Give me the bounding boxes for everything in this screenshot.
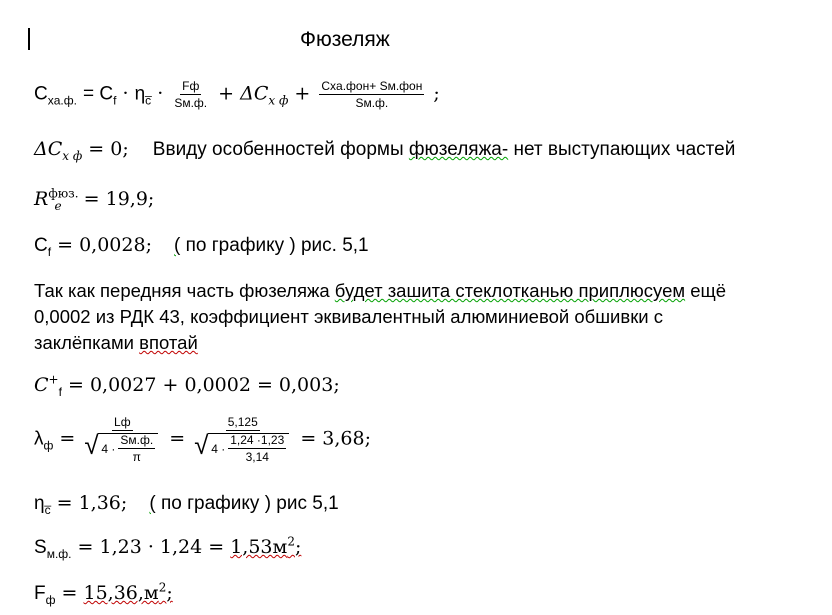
- area-ratio-fraction: $\frac{Fф}{Sм.ф.}$: [174, 79, 208, 110]
- friction-coefficient-line: $C_f = 0,0028$; ( по графику ) рис. 5,1: [34, 234, 369, 259]
- aspect-ratio-fraction-numeric: 5,125 √ 4 · $\frac{1,24 \cdot 1,23}{3,14}$: [194, 416, 291, 463]
- section-title: Фюзеляж: [300, 28, 390, 51]
- delta-cx-line: $\Delta C_{x ф} = 0$; Ввиду особенностей формы фюзеляжа- нет выступающих частей: [34, 138, 736, 163]
- surface-area-line: $F_ф = 15,36,м^2$;: [34, 580, 173, 607]
- eta-line: $\eta_{c̅} = 1,36$; ( по графику ) рис 5,1: [34, 492, 339, 517]
- lamp-coefficient-fraction: $\frac{\text{Cxа.фон+ Sм.фон}}{Sм.ф.}$: [321, 79, 423, 110]
- text-cursor: [28, 28, 30, 50]
- reynolds-number-line: $R^{фюз.}_e = 19,9$;: [34, 186, 155, 213]
- paragraph-line-1: Так как передняя часть фюзеляжа будет зашита стеклотканью приплюсуем ещё: [34, 280, 727, 301]
- graph-reference-note-2: ( по графику ) рис 5,1: [149, 493, 339, 514]
- no-protrusions-note: Ввиду особенностей формы фюзеляжа- нет выступающих частей: [152, 139, 736, 160]
- aspect-ratio-fraction-symbolic: Lф √ 4 · $\frac{Sм.ф.}{\pi}$: [84, 416, 160, 463]
- graph-reference-note: ( по графику ) рис. 5,1: [174, 235, 369, 256]
- midsection-area-line: $S_{м.ф.} = 1,23 \cdot 1,24 = 1,53м^2$;: [34, 534, 302, 561]
- corrected-cf-line: $C^+_f = 0,0027 + 0,0002 = 0,003$;: [34, 372, 340, 399]
- paragraph-line-2: 0,0002 из РДК 43, коэффициент эквивалентный алюминиевой обшивки с: [34, 306, 664, 327]
- drag-coefficient-formula: $C_{xа.ф.} = C_f \cdot \eta_{c̅}$ · $\frac{Fф}{Sм.ф.}$ + $\Delta C_{x ф}$ + $\frac{\text{Cxа.фон+ Sм.фон}}{Sм.ф.}$ ;: [34, 79, 440, 110]
- aspect-ratio-formula: $\lambda_ф$ = Lф √ 4 · $\frac{Sм.ф.}{\pi}$ = 5,125 √ 4 · $\frac{1,24 \cdot 1,23}{3,14}$ = 3,68;: [34, 416, 371, 463]
- paragraph-line-3: заклёпками впотай: [34, 332, 198, 353]
